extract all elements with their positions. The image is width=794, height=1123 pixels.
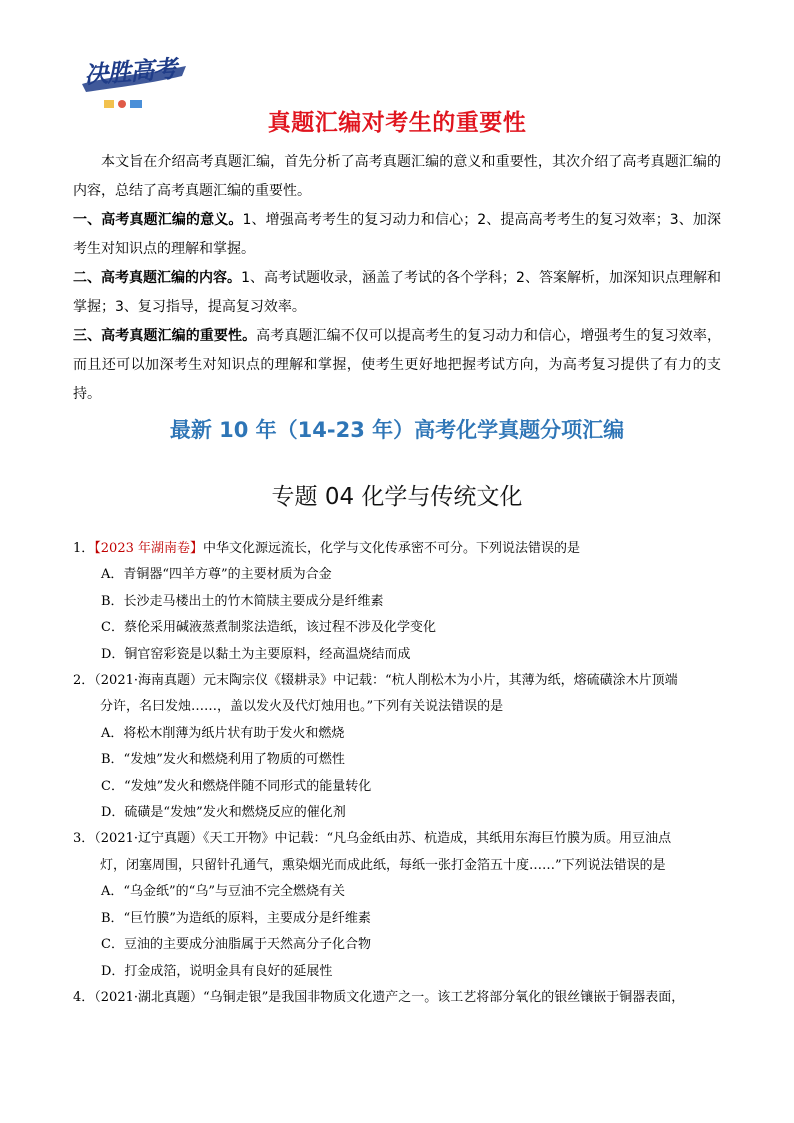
importance-body: 高考真题汇编不仅可以提高考生的复习动力和信心，增强考生的复习效率，而且还可以加深考生对知识点的理解和掌握，使考生更好地把握考试方向，为高考复习提供了有力的支持。 — [73, 328, 721, 402]
option-b: B．长沙走马楼出土的竹木简牍主要成分是纤维素 — [101, 593, 384, 609]
option-d: D．硫磺是“发烛”发火和燃烧反应的催化剂 — [101, 805, 346, 821]
question-stem-continued: 分许，名曰发烛……，盖以发火及代灯烛用也。”下列有关说法错误的是 — [100, 699, 504, 715]
question-stem: 《天工开物》中记载：“凡乌金纸由苏、杭造成，其纸用东海巨竹膜为质。用豆油点 — [203, 831, 672, 847]
question-stem: “乌铜走银”是我国非物质文化遗产之一。该工艺将部分氧化的银丝镶嵌于铜器表面， — [203, 989, 685, 1005]
content-paragraph — [73, 264, 721, 322]
question-stem: 中华文化源远流长，化学与文化传承密不可分。下列说法错误的是 — [203, 541, 581, 556]
question-stem-continued: 灯，闭塞周围，只留针孔通气，熏染烟光而成此纸，每纸一张打金箔五十度……”下列说法错误的是 — [100, 857, 666, 873]
collection-title: 最新 10 年（14-23 年）高考化学真题分项汇编 — [169, 418, 625, 442]
significance-heading: 一、高考真题汇编的意义。 — [73, 212, 243, 228]
content-heading: 二、高考真题汇编的内容。 — [73, 270, 242, 286]
question-list — [73, 536, 733, 1011]
question-number: 4． — [73, 989, 95, 1005]
option-a: A．“乌金纸”的“乌”与豆油不完全燃烧有关 — [101, 884, 345, 900]
importance-paragraph — [73, 322, 721, 409]
significance-paragraph — [73, 206, 721, 264]
option-b: B．“发烛”发火和燃烧利用了物质的可燃性 — [101, 752, 345, 768]
main-title: 真题汇编对考生的重要性 — [267, 110, 527, 136]
option-a: A．青铜器“四羊方尊”的主要材质为合金 — [101, 567, 332, 583]
question-4 — [73, 985, 733, 1011]
logo-text: 决胜高考 — [83, 53, 178, 90]
importance-heading: 三、高考真题汇编的重要性。 — [73, 328, 257, 344]
topic-title: 专题 04 化学与传统文化 — [271, 484, 523, 510]
question-source: （2021·辽宁真题） — [94, 831, 203, 847]
question-source: （2021·湖北真题） — [94, 989, 203, 1005]
question-number: 2． — [73, 673, 95, 689]
option-a: A．将松木削薄为纸片状有助于发火和燃烧 — [101, 725, 345, 741]
question-number: 3． — [73, 831, 95, 847]
option-c: C．“发烛”发火和燃烧伴随不同形式的能量转化 — [101, 778, 372, 794]
significance-body: 1、增强高考考生的复习动力和信心；2、提高高考考生的复习效率；3、加深考生对知识点的理解和掌握。 — [73, 212, 721, 257]
question-number: 1． — [73, 541, 95, 556]
option-c: C．豆油的主要成分油脂属于天然高分子化合物 — [101, 937, 371, 953]
question-source: 【2023 年湖南卷】 — [94, 541, 203, 556]
content-body: 1、高考试题收录，涵盖了考试的各个学科；2、答案解析，加深知识点理解和掌握；3、复习指导，提高复习效率。 — [73, 270, 722, 315]
question-3 — [73, 826, 733, 852]
question-1 — [73, 536, 733, 562]
option-d: D．打金成箔，说明金具有良好的延展性 — [101, 963, 333, 979]
question-2 — [73, 668, 733, 694]
intro-section — [73, 148, 721, 409]
option-d: D．铜官窑彩瓷是以黏土为主要原料，经高温烧结而成 — [101, 646, 411, 662]
question-source: （2021·海南真题） — [94, 673, 203, 689]
option-b: B．“巨竹膜”为造纸的原料，主要成分是纤维素 — [101, 910, 371, 926]
option-c: C．蔡伦采用碱液蒸煮制浆法造纸，该过程不涉及化学变化 — [101, 620, 436, 636]
question-stem: 元末陶宗仪《辍耕录》中记载：“杭人削松木为小片，其薄为纸，熔硫磺涂木片顶端 — [203, 673, 678, 689]
intro-paragraph: 本文旨在介绍高考真题汇编，首先分析了高考真题汇编的意义和重要性，其次介绍了高考真题汇编的内容，总结了高考真题汇编的重要性。 — [73, 154, 721, 199]
